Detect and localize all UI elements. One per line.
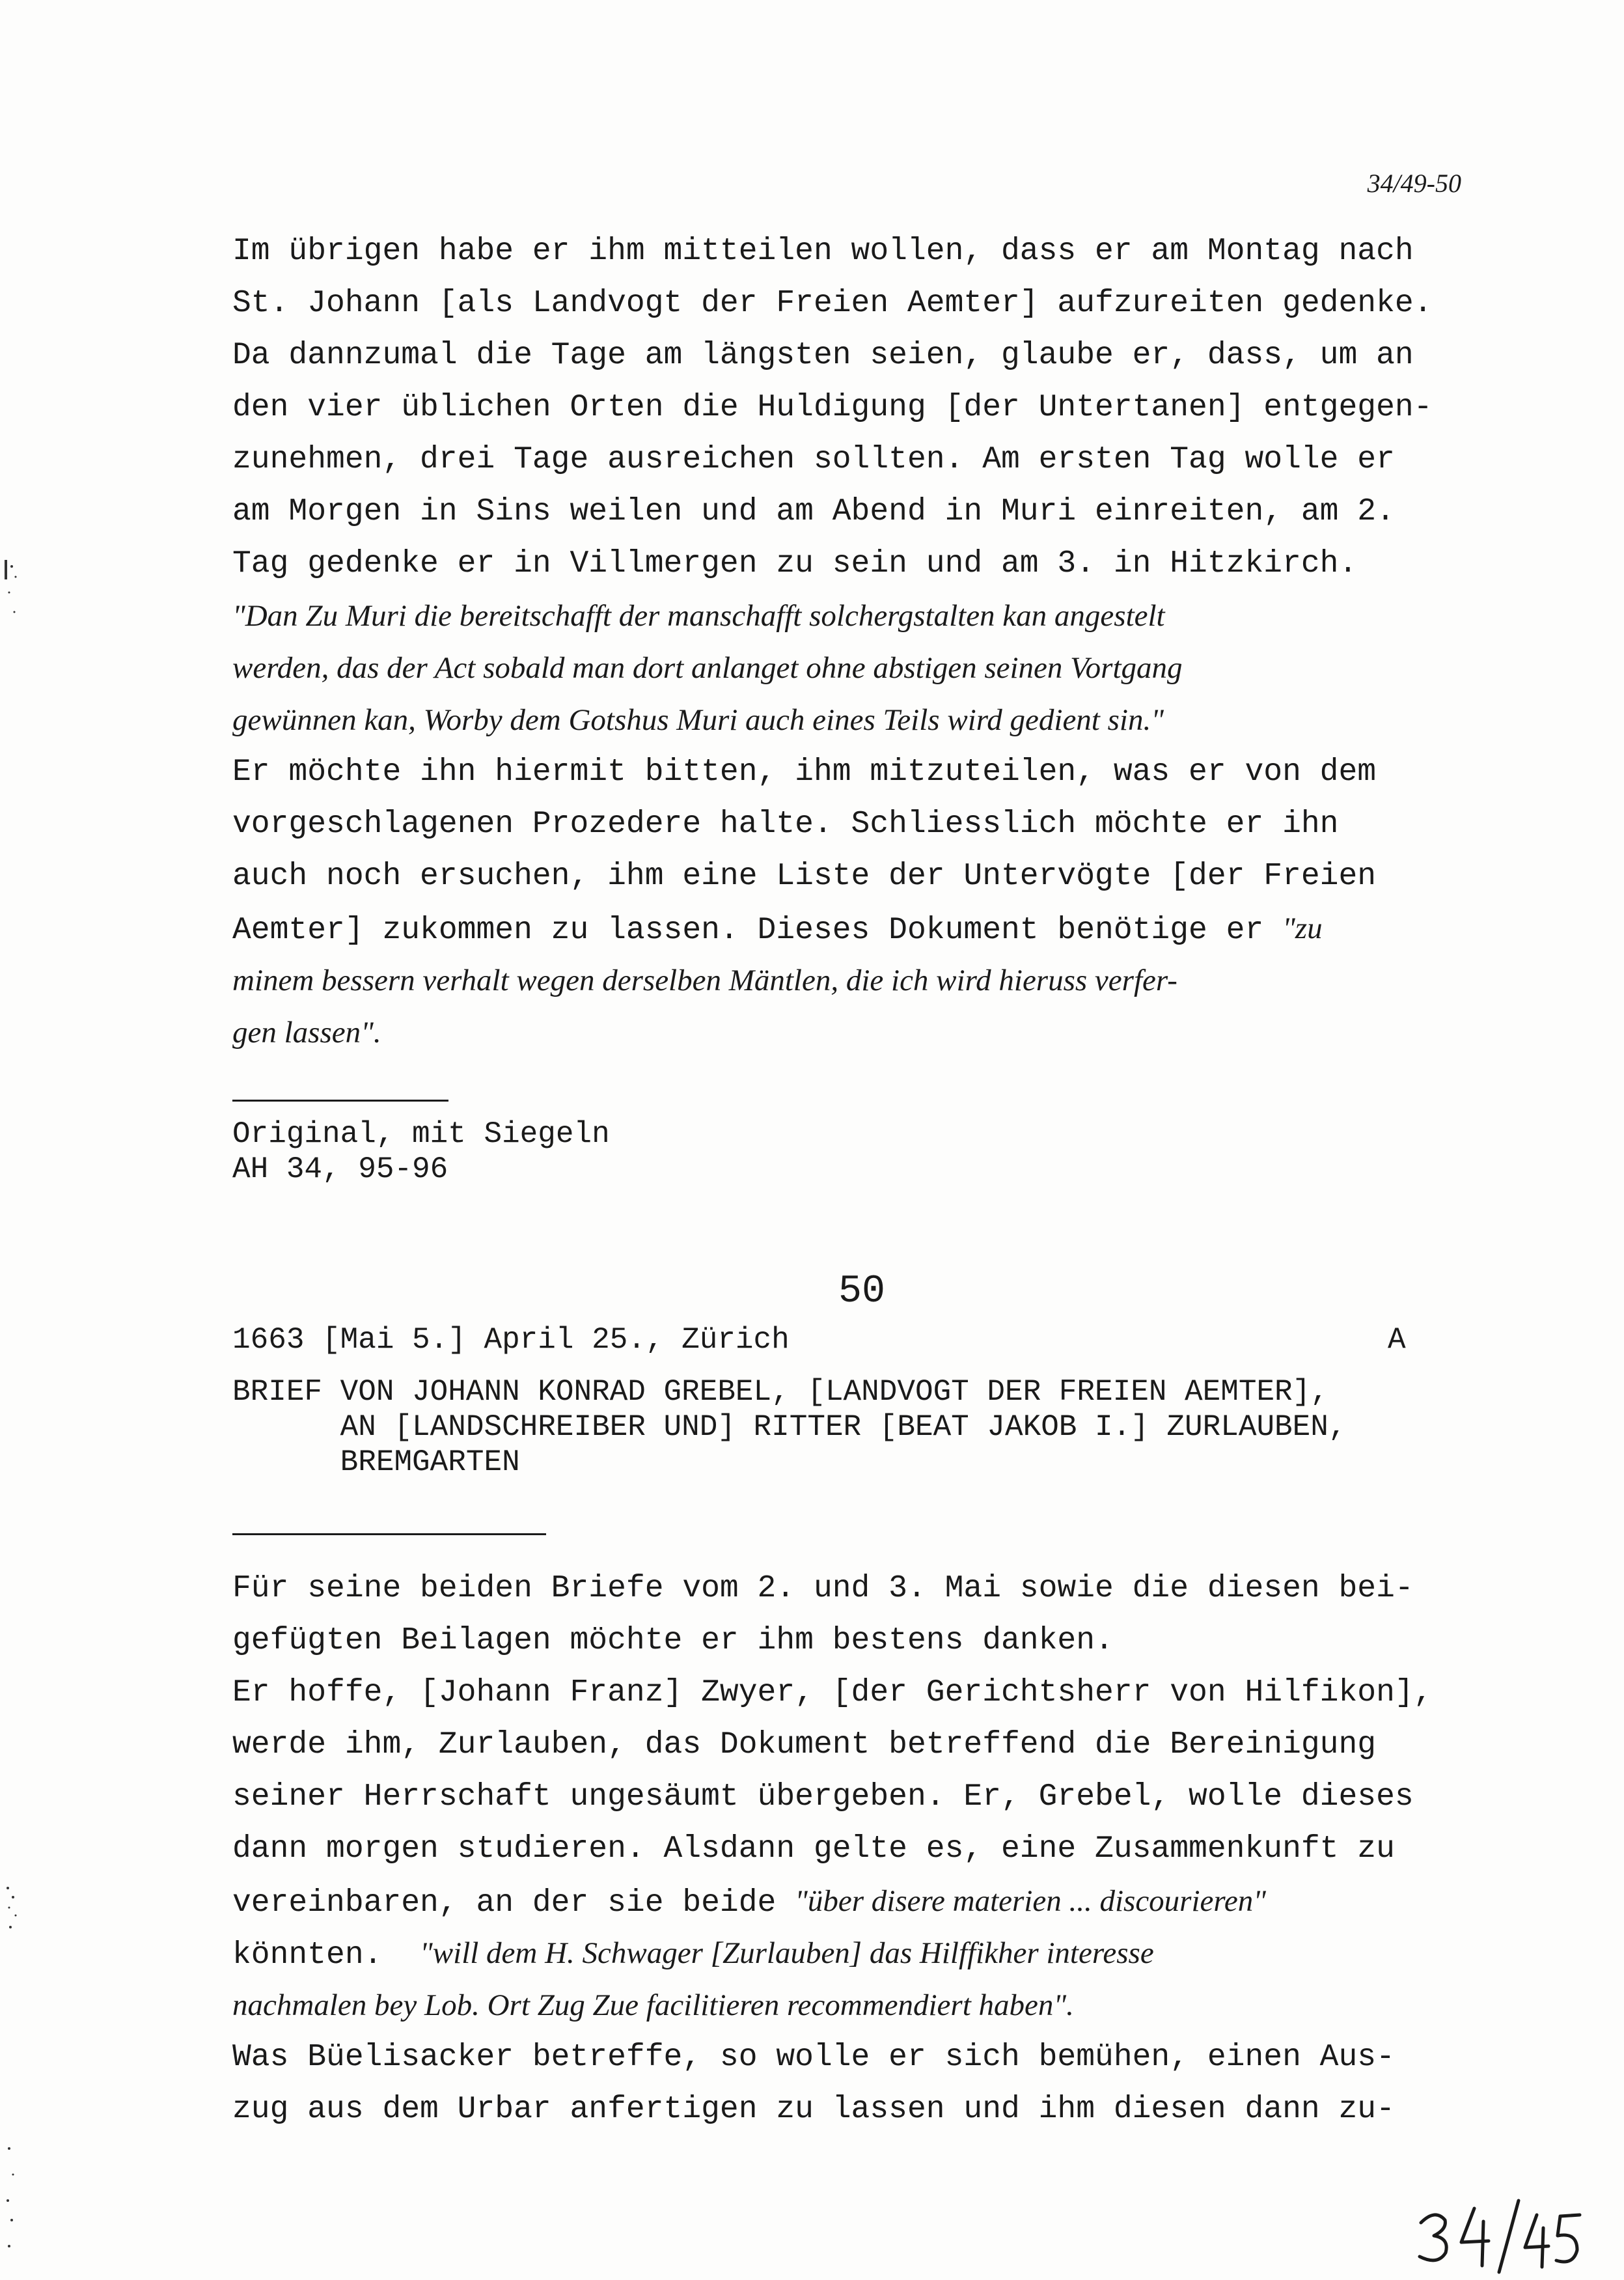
date-line: 1663 [Mai 5.] April 25., Zürich [232,1323,790,1357]
source-note: Original, mit Siegeln [232,1117,610,1151]
text-line: werde ihm, Zurlauben, das Dokument betreffend die Bereinigung [232,1727,1377,1762]
quote-segment: "zu [1282,911,1323,945]
page-reference: 34/49-50 [1367,169,1461,198]
text-line: den vier üblichen Orten die Huldigung [der Untertanen] entgegen- [232,390,1433,425]
quote-line: nachmalen bey Lob. Ort Zug Zue facilitieren recommendiert haben". [232,1988,1074,2022]
text-line: gefügten Beilagen möchte er ihm bestens danken. [232,1623,1114,1658]
text-line: Im übrigen habe er ihm mitteilen wollen, dass er am Montag nach [232,234,1414,269]
letter-heading: BREMGARTEN [232,1445,520,1479]
text-line: St. Johann [als Landvogt der Freien Aemter] aufzureiten gedenke. [232,286,1433,321]
text-line: Für seine beiden Briefe vom 2. und 3. Mai sowie die diesen bei- [232,1571,1414,1606]
text-segment: könnten. [232,1938,420,1973]
text-line: am Morgen in Sins weilen und am Abend in Muri einreiten, am 2. [232,494,1395,529]
quote-segment: "will dem H. Schwager [Zurlauben] das Hilffikher interesse [420,1936,1154,1970]
text-line: auch noch ersuchen, ihm eine Liste der Untervögte [der Freien [232,859,1377,894]
quote-line: minem bessern verhalt wegen derselben Mäntlen, die ich wird hieruss verfer- [232,964,1177,997]
quote-line: werden, das der Act sobald man dort anlanget ohne abstigen seinen Vortgang [232,651,1183,685]
text-line: Er möchte ihn hiermit bitten, ihm mitzuteilen, was er von dem [232,755,1377,790]
text-line: vorgeschlagenen Prozedere halte. Schliesslich möchte er ihn [232,807,1339,842]
letter-heading: AN [LANDSCHREIBER UND] RITTER [BEAT JAKOB I.] ZURLAUBEN, [232,1410,1347,1444]
text-line: Da dannzumal die Tage am längsten seien, glaube er, dass, um an [232,338,1414,373]
date-mark: A [1388,1323,1406,1357]
quote-line: "Dan Zu Muri die bereitschafft der manschafft solchergstalten kan angestelt [232,599,1165,633]
scan-speck [3,2135,22,2266]
separator-rule [232,1533,546,1535]
text-line-mixed [232,1927,1154,1981]
text-line: seiner Herrschaft ungesäumt übergeben. Er, Grebel, wolle dieses [232,1779,1414,1814]
text-segment: Aemter] zukommen zu lassen. Dieses Dokument benötige er [232,913,1283,948]
text-line: Was Büelisacker betreffe, so wolle er sich bemühen, einen Aus- [232,2040,1395,2075]
separator-rule [232,1100,448,1102]
text-line-mixed [232,902,1323,956]
handwritten-page-reference [1409,2189,1585,2280]
scan-speck [3,1882,22,1940]
text-line: Tag gedenke er in Villmergen zu sein und am 3. in Hitzkirch. [232,546,1358,581]
scan-speck [3,553,22,632]
text-line: zug aus dem Urbar anfertigen zu lassen und ihm diesen dann zu- [232,2092,1395,2127]
quote-segment: "über disere materien ... discourieren" [795,1884,1267,1918]
letter-heading: BRIEF VON JOHANN KONRAD GREBEL, [LANDVOGT DER FREIEN AEMTER], [232,1375,1328,1409]
quote-line: gen lassen". [232,1016,381,1050]
document-number: 50 [838,1270,886,1314]
quote-line: gewünnen kan, Worby dem Gotshus Muri auch eines Teils wird gedient sin." [232,703,1164,737]
text-line-mixed [232,1875,1266,1929]
text-segment: vereinbaren, an der sie beide [232,1885,795,1921]
text-line: dann morgen studieren. Alsdann gelte es, eine Zusammenkunft zu [232,1831,1395,1867]
text-line: zunehmen, drei Tage ausreichen sollten. Am ersten Tag wolle er [232,442,1395,477]
source-note: AH 34, 95-96 [232,1152,448,1186]
text-line: Er hoffe, [Johann Franz] Zwyer, [der Gerichtsherr von Hilfikon], [232,1675,1433,1710]
